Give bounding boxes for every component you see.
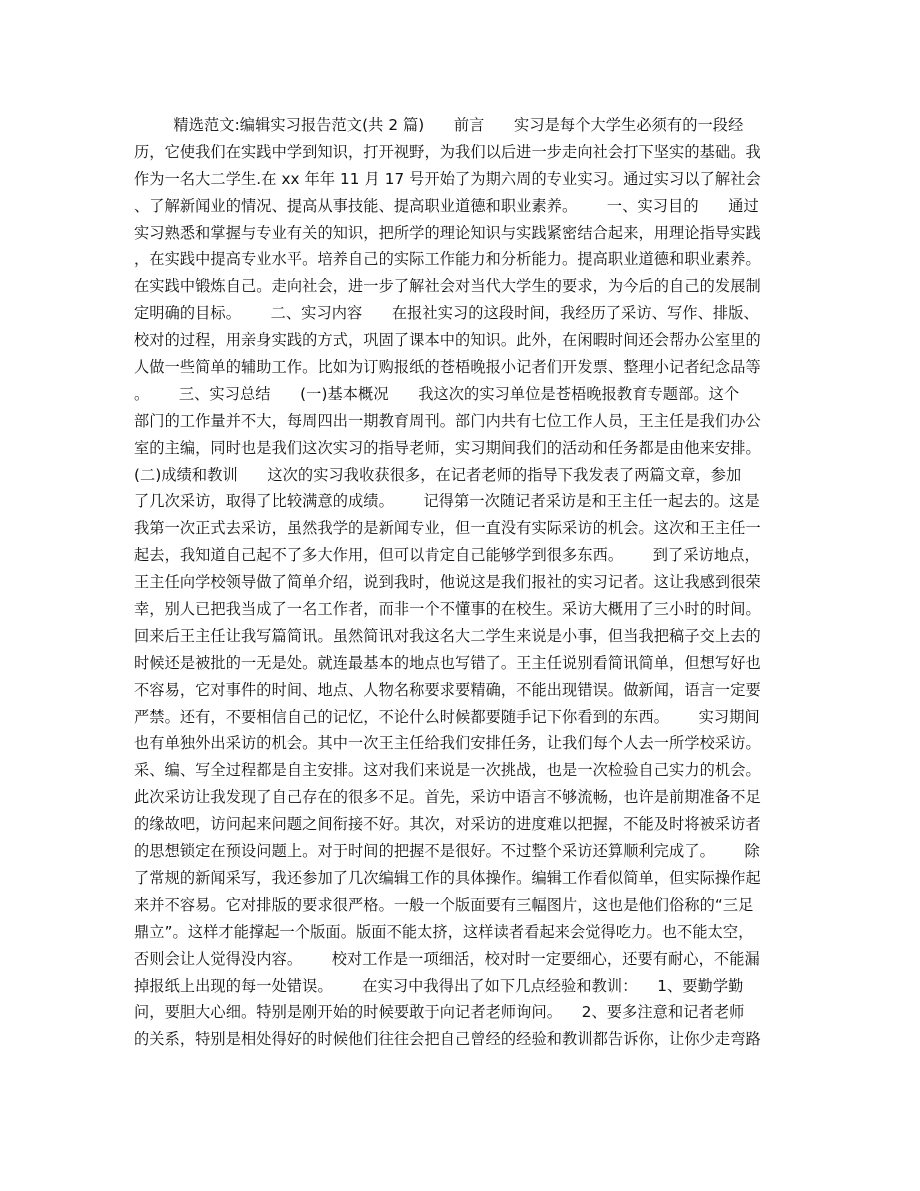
text-line: 问，要胆大心细。特别是刚开始的时候要敢于向记者老师询问。 2、要多注意和记者老师 bbox=[134, 1003, 745, 1022]
text-line: 作为一名大二学生.在 xx 年年 11 月 17 号开始了为期六周的专业实习。通过实习以了解社会 bbox=[134, 169, 761, 188]
text-line: 了常规的新闻采写，我还参加了几次编辑工作的具体操作。编辑工作看似简单，但实际操作起 bbox=[134, 868, 761, 887]
text-line: ，在实践中提高专业水平。培养自己的实际工作能力和分析能力。提高职业道德和职业素养。 bbox=[134, 250, 761, 269]
text-line: 历，它使我们在实践中学到知识，打开视野，为我们以后进一步走向社会打下坚实的基础。我 bbox=[134, 142, 761, 161]
text-line: 的关系，特别是相处得好的时候他们往往会把自己曾经的经验和教训都告诉你，让你少走弯路 bbox=[134, 1030, 761, 1049]
text-line: 校对的过程，用亲身实践的方式，巩固了课本中的知识。此外，在闲暇时间还会帮办公室里的 bbox=[134, 331, 761, 350]
text-line: 不容易，它对事件的时间、地点、人物名称要求要精确，不能出现错误。做新闻，语言一定要 bbox=[134, 680, 761, 699]
text-line: 我第一次正式去采访，虽然我学的是新闻专业，但一直没有实际采访的机会。这次和王主任一 bbox=[134, 519, 761, 538]
text-line: 王主任向学校领导做了简单介绍，说到我时，他说这是我们报社的实习记者。这让我感到很荣 bbox=[134, 573, 761, 592]
text-line: 鼎立”。这样才能撑起一个版面。版面不能太挤，这样读者看起来会觉得吃力。也不能太空， bbox=[134, 922, 754, 941]
text-line: 部门的工作量并不大，每周四出一期教育周刊。部门内共有七位工作人员，王主任是我们办公 bbox=[134, 411, 761, 430]
text-line: 采、编、写全过程都是自主安排。这对我们来说是一次挑战，也是一次检验自己实力的机会。 bbox=[134, 761, 761, 780]
text-line: 时候还是被批的一无是处。就连最基本的地点也写错了。王主任说别看简讯简单，但想写好也 bbox=[134, 653, 761, 672]
text-line: 的思想锁定在预设问题上。对于时间的把握不是很好。不过整个采访还算顺利完成了。 除 bbox=[134, 842, 760, 861]
text-line: 了几次采访，取得了比较满意的成绩。 记得第一次随记者采访是和王主任一起去的。这是 bbox=[134, 492, 760, 511]
text-line: 定明确的目标。 二、实习内容 在报社实习的这段时间，我经历了采访、写作、排版、 bbox=[134, 304, 759, 323]
text-line: 此次采访让我发现了自己存在的很多不足。首先，采访中语言不够流畅，也许是前期准备不足 bbox=[134, 788, 761, 807]
document-body bbox=[134, 112, 794, 1053]
text-line: 来并不容易。它对排版的要求很严格。一般一个版面要有三幅图片，这也是他们俗称的“三足 bbox=[134, 895, 754, 914]
text-line: 人做一些简单的辅助工作。比如为订购报纸的苍梧晚报小记者们开发票、整理小记者纪念品等 bbox=[134, 358, 761, 377]
text-line: 幸，别人已把我当成了一名工作者，而非一个不懂事的在校生。采访大概用了三小时的时间。 bbox=[134, 600, 761, 619]
text-line: 严禁。还有，不要相信自己的记忆，不论什么时候都要随手记下你看到的东西。 实习期间 bbox=[134, 707, 760, 726]
text-line: (二)成绩和教训 这次的实习我收获很多，在记者老师的指导下我发表了两篇文章，参加 bbox=[134, 465, 742, 484]
text-line: 的缘故吧，访问起来问题之间衔接不好。其次，对采访的进度难以把握，不能及时将被采访者 bbox=[134, 815, 761, 834]
text-line: 室的主编，同时也是我们这次实习的指导老师，实习期间我们的活动和任务都是由他来安排。 bbox=[134, 438, 761, 457]
text-line: 起去，我知道自己起不了多大作用，但可以肯定自己能够学到很多东西。 到了采访地点， bbox=[134, 546, 760, 565]
text-line: 否则会让人觉得没内容。 校对工作是一项细活，校对时一定要细心，还要有耐心，不能漏 bbox=[134, 949, 760, 968]
text-line: 。 三、实习总结 (一)基本概况 我这次的实习单位是苍梧晚报教育专题部。这个 bbox=[134, 384, 740, 403]
text-line: 实习熟悉和掌握与专业有关的知识，把所学的理论知识与实践紧密结合起来，用理论指导实践 bbox=[134, 223, 761, 242]
text-line: 掉报纸上出现的每一处错误。 在实习中我得出了如下几点经验和教训： 1、要勤学勤 bbox=[134, 976, 744, 995]
text-line: 精选范文:编辑实习报告范文(共 2 篇) 前言 实习是每个大学生必须有的一段经 bbox=[134, 116, 744, 134]
text-line: 也有单独外出采访的机会。其中一次王主任给我们安排任务，让我们每个人去一所学校采访。 bbox=[134, 734, 761, 753]
text-line: 、了解新闻业的情况、提高从事技能、提高职业道德和职业素养。 一、实习目的 通过 bbox=[134, 196, 759, 215]
text-line: 在实践中锻炼自己。走向社会，进一步了解社会对当代大学生的要求，为今后的自己的发展制 bbox=[134, 277, 761, 296]
text-line: 回来后王主任让我写篇简讯。虽然简讯对我这名大二学生来说是小事，但当我把稿子交上去的 bbox=[134, 626, 761, 645]
